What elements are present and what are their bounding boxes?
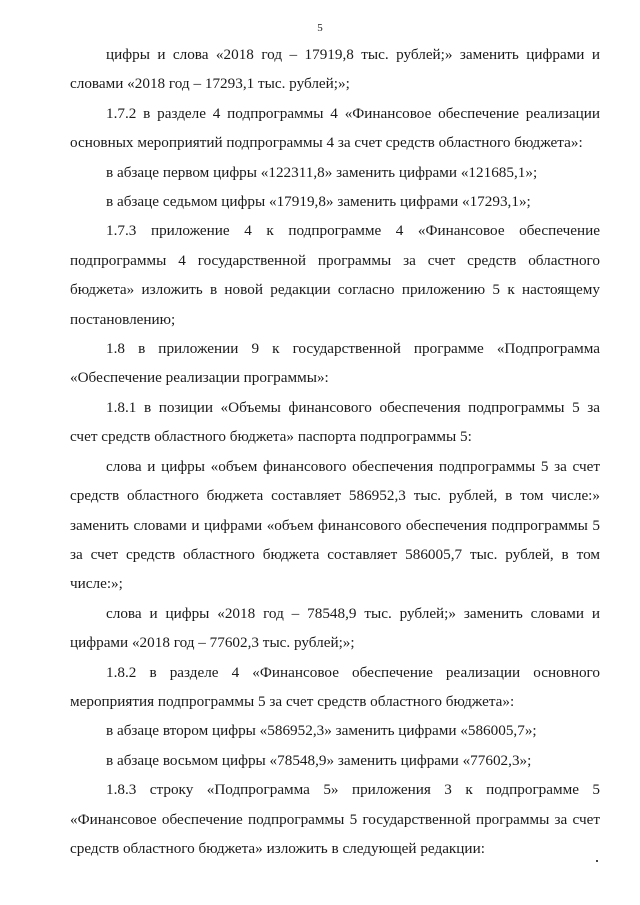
paragraph-continuation: цифры и слова «2018 год – 17919,8 тыс. рублей;» заменить цифрами и словами «2018 год – 17293,1 тыс. рублей;»; <box>70 46 600 93</box>
scan-speck <box>596 860 598 862</box>
paragraph-volume-words: слова и цифры «объем финансового обеспечения подпрограммы 5 за счет средств областного бюджета составляет 586952,3 тыс. рублей, в том числе:» заменить словами и цифрами «объем финансового обеспечения подпрограммы 5 за счет средств областного бюджета составляет 586005,7 тыс. рублей, в том числе:»; <box>70 457 600 593</box>
page-number: 5 <box>317 22 323 34</box>
paragraph-first-abzats: в абзаце первом цифры «122311,8» заменить цифрами «121685,1»; <box>106 163 538 181</box>
paragraph-1-7-2: 1.7.2 в разделе 4 подпрограммы 4 «Финансовое обеспечение реализации основных мероприятий подпрограммы 4 за счет средств областного бюджета»: <box>70 104 600 152</box>
paragraph-second-abzats: в абзаце втором цифры «586952,3» заменить цифрами «586005,7»; <box>106 722 537 740</box>
paragraph-1-8: 1.8 в приложении 9 к государственной программе «Подпрограмма «Обеспечение реализации программы»: <box>70 340 600 387</box>
paragraph-1-7-3: 1.7.3 приложение 4 к подпрограмме 4 «Финансовое обеспечение подпрограммы 4 государственной программы за счет средств областного бюджета» изложить в новой редакции согласно приложению 5 к настоящему постановлению; <box>70 222 600 328</box>
document-body <box>70 40 600 863</box>
paragraph-eighth-abzats: в абзаце восьмом цифры «78548,9» заменить цифрами «77602,3»; <box>106 751 532 769</box>
paragraph-1-8-1: 1.8.1 в позиции «Объемы финансового обеспечения подпрограммы 5 за счет средств областного бюджета» паспорта подпрограммы 5: <box>70 398 600 446</box>
paragraph-1-8-2: 1.8.2 в разделе 4 «Финансовое обеспечение реализации основного мероприятия подпрограммы 5 за счет средств областного бюджета»: <box>70 663 600 710</box>
paragraph-seventh-abzats: в абзаце седьмом цифры «17919,8» заменить цифрами «17293,1»; <box>106 193 531 211</box>
paragraph-1-8-3: 1.8.3 строку «Подпрограмма 5» приложения 3 к подпрограмме 5 «Финансовое обеспечение подпрограммы 5 государственной программы за счет средств областного бюджета» изложить в следующей редакции: <box>70 781 600 857</box>
paragraph-2018-words: слова и цифры «2018 год – 78548,9 тыс. рублей;» заменить словами и цифрами «2018 год – 77602,3 тыс. рублей;»; <box>70 604 600 652</box>
